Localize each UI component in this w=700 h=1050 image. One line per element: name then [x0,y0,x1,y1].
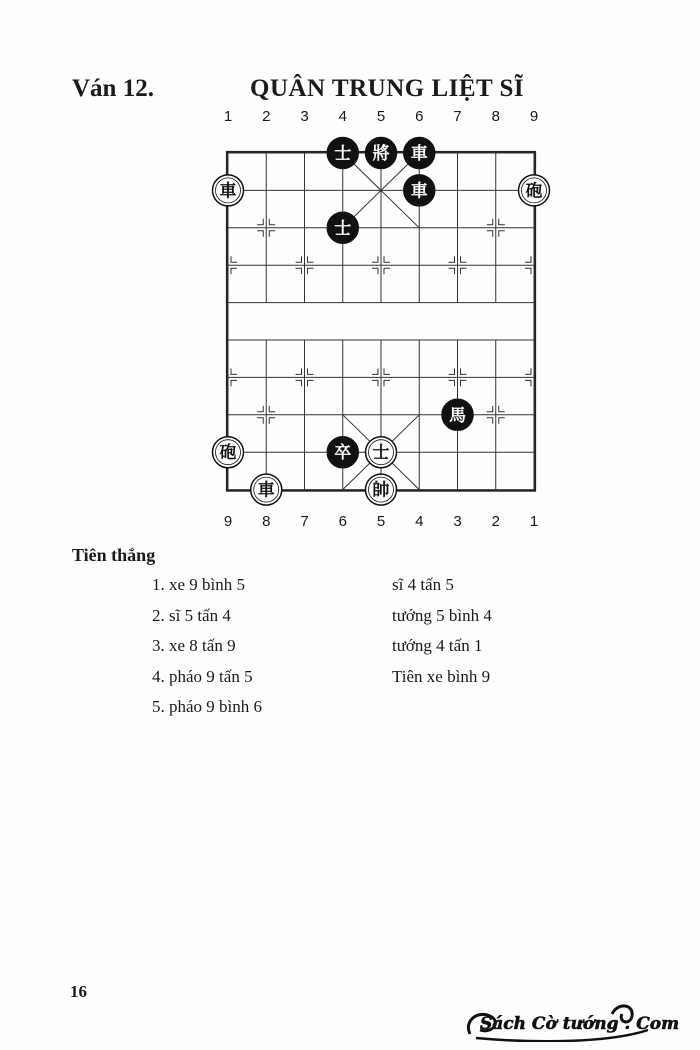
move-red: 1. xe 9 bình 5 [152,575,246,594]
position-mark [296,380,302,386]
piece-label: 砲 [525,181,543,202]
position-mark [231,256,237,262]
move-red: 5. pháo 9 bình 6 [152,697,263,716]
position-mark [449,256,455,262]
position-mark [296,368,302,374]
position-mark [499,418,505,424]
file-number: 3 [300,108,309,125]
piece-label: 帥 [372,480,390,501]
result-label: Tiên thắng [72,545,156,565]
position-mark [308,268,314,274]
position-mark [308,256,314,262]
position-mark [296,256,302,262]
piece-label: 車 [257,480,275,501]
position-mark [461,368,467,374]
move-black: sĩ 4 tấn 5 [392,575,454,594]
position-mark [384,268,390,274]
page-number: 16 [70,982,87,1001]
position-mark [308,368,314,374]
watermark-text: Sách Cờ tướng . Com [480,1014,680,1034]
file-number: 7 [453,108,462,125]
file-number: 2 [262,108,271,125]
position-mark [525,380,531,386]
file-number: 7 [300,513,309,530]
piece-label: 馬 [449,405,466,426]
game-number-label: Ván 12. [72,75,154,102]
site-watermark [462,1000,692,1042]
piece-red [251,474,282,505]
piece-black [327,437,358,468]
position-mark [372,368,378,374]
position-mark [499,219,505,225]
piece-label: 車 [219,181,237,202]
position-mark [461,268,467,274]
position-mark [525,256,531,262]
piece-label: 士 [334,144,352,164]
move-black: tướng 5 bình 4 [392,605,492,625]
position-mark [461,380,467,386]
position-mark [269,418,275,424]
position-mark [461,256,467,262]
piece-label: 車 [410,144,428,164]
piece-label: 車 [410,181,428,202]
move-red: 3. xe 8 tấn 9 [152,636,236,655]
piece-red [366,437,397,468]
file-number: 3 [453,513,462,530]
position-mark [499,231,505,237]
move-black: Tiên xe bình 9 [392,666,491,686]
file-number: 1 [529,513,539,530]
file-number: 6 [415,108,424,125]
position-mark [269,219,275,225]
position-mark [449,368,455,374]
position-mark [449,380,455,386]
file-number: 1 [223,108,233,125]
bottom-file-numbers [0,513,700,533]
file-number: 8 [491,108,500,125]
file-number: 8 [262,513,271,530]
position-mark [269,406,275,412]
move-red: 2. sĩ 5 tấn 4 [152,605,231,625]
puzzle-title: QUÂN TRUNG LIỆT SĨ [250,75,525,102]
position-mark [487,219,493,225]
moves-red-column [152,570,262,723]
position-mark [525,268,531,274]
file-number: 9 [529,108,539,125]
position-mark [257,231,263,237]
move-black [392,692,492,723]
position-mark [384,380,390,386]
position-mark [487,406,493,412]
position-mark [384,256,390,262]
piece-black [404,138,435,169]
file-number: 4 [415,513,424,530]
file-number: 4 [338,108,347,125]
position-mark [487,231,493,237]
piece-red [213,175,244,206]
piece-red [213,437,244,468]
piece-label: 士 [372,443,390,464]
piece-red [519,175,550,206]
position-mark [231,368,237,374]
file-number: 6 [338,513,347,530]
position-mark [269,231,275,237]
position-mark [257,418,263,424]
position-mark [372,380,378,386]
position-mark [231,380,237,386]
piece-label: 卒 [334,443,352,464]
piece-black [442,399,473,430]
position-mark [384,368,390,374]
piece-black [327,212,358,243]
position-mark [499,406,505,412]
move-black: tướng 4 tấn 1 [392,636,483,655]
piece-black [366,138,397,169]
position-mark [308,380,314,386]
position-mark [296,268,302,274]
piece-label: 砲 [219,443,237,464]
position-mark [487,418,493,424]
position-mark [257,406,263,412]
move-red: 4. pháo 9 tấn 5 [152,666,253,686]
position-mark [372,256,378,262]
piece-black [327,138,358,169]
file-number: 2 [491,513,500,530]
position-mark [449,268,455,274]
position-mark [257,219,263,225]
piece-red [366,474,397,505]
position-mark [525,368,531,374]
piece-label: 將 [372,144,390,164]
file-number: 5 [376,108,386,125]
position-mark [372,268,378,274]
file-number: 9 [223,513,233,530]
moves-black-column [392,570,492,723]
position-mark [231,268,237,274]
piece-black [404,175,435,206]
file-number: 5 [376,513,386,530]
piece-label: 士 [334,218,352,239]
